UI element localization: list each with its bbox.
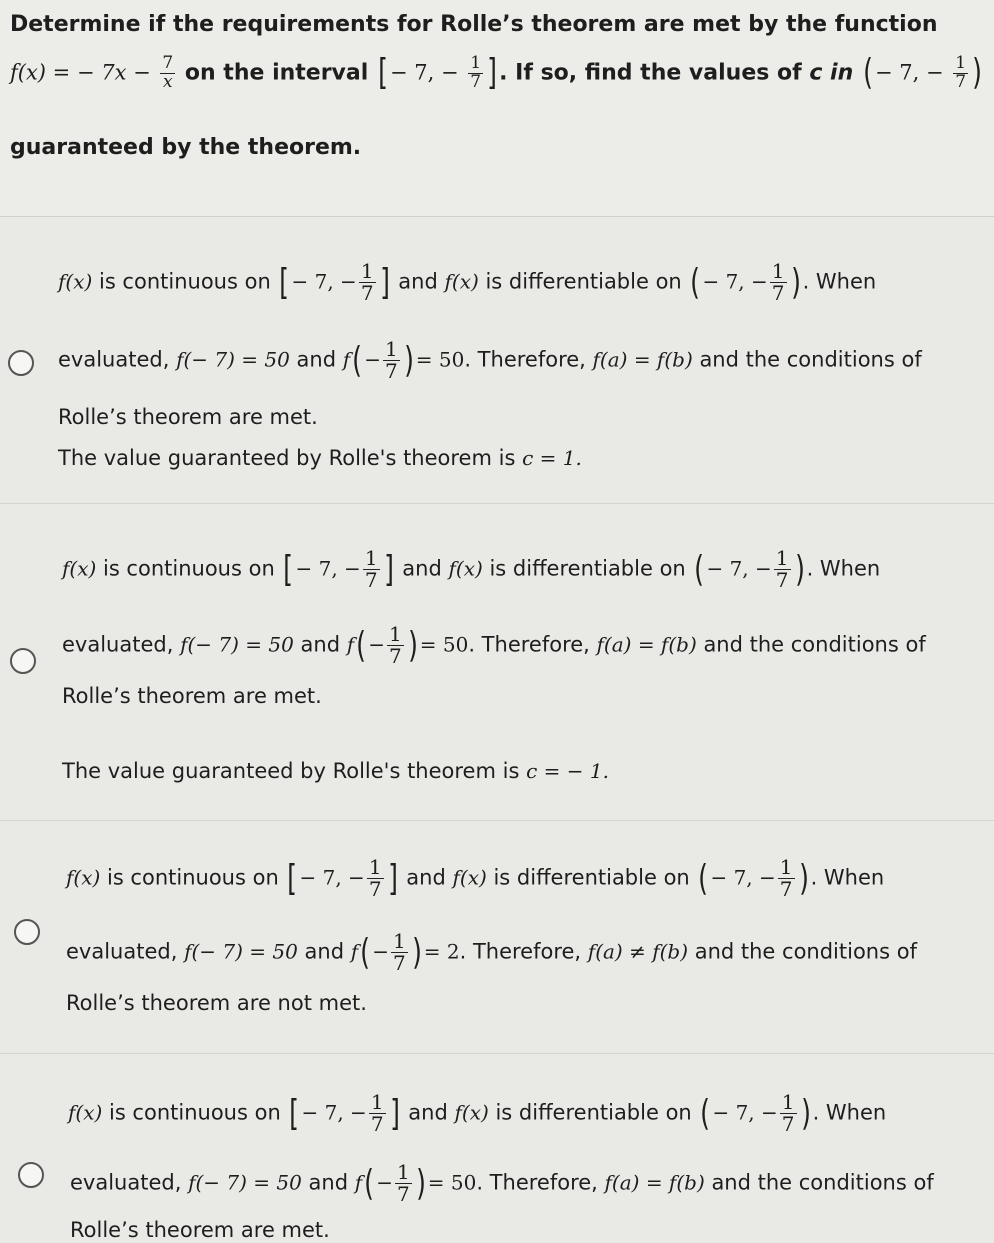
question-prompt [0, 0, 994, 217]
question-line-3: guaranteed by the theorem. [10, 135, 362, 160]
function-fraction: $\frac{7}{x}$ [162, 53, 174, 92]
option-d[interactable]: f(x) is continuous on [ − 7, − $\frac{1}{7}$ ] and f(x) is differentiable on ( − 7, − $\frac{1}{7}$ ) . When evaluated, f(− 7) = 50 and f( − $\frac{1}{7}$ ) = 50. Therefore, f(a) = f(b) and the conditions of Rolle’s theorem are met. [0, 1054, 994, 1243]
question-line-2: f(x) = − 7x − $\frac{7}{x}$ on the interval [ − 7, − $\frac{1}{7}$ ]. If so, find the values of c in ( − 7, − $\frac{1}{7}$ ) [10, 52, 983, 94]
function-definition: f(x) = − 7x − [10, 60, 151, 85]
c-in-text: c in [809, 60, 854, 86]
option-a-radio[interactable] [8, 350, 34, 376]
option-d-radio[interactable] [18, 1162, 44, 1188]
option-a[interactable]: f(x) is continuous on [ − 7, − $\frac{1}{7}$ ] and f(x) is differentiable on ( − 7, − $\frac{1}{7}$ ) . When evaluated, f(− 7) = 50 and f( − $\frac{1}{7}$ ) = 50. Therefore, f(a) = f(b) and the conditions of Rolle’s theorem are met. The value guaranteed by Rolle's theorem is c = 1. [0, 217, 994, 504]
option-b[interactable]: f(x) is continuous on [ − 7, − $\frac{1}{7}$ ] and f(x) is differentiable on ( − 7, − $\frac{1}{7}$ ) . When evaluated, f(− 7) = 50 and f( − $\frac{1}{7}$ ) = 50. Therefore, f(a) = f(b) and the conditions of Rolle’s theorem are met. The value guaranteed by Rolle's theorem is c = − 1. [0, 504, 994, 821]
question-line-1: Determine if the requirements for Rolle’s theorem are met by the function [10, 12, 938, 37]
interval-start: − 7, − [390, 60, 459, 85]
if-so-text: . If so, find the values of [499, 60, 802, 86]
on-interval-text: on the interval [184, 60, 369, 86]
option-c[interactable]: f(x) is continuous on [ − 7, − $\frac{1}{7}$ ] and f(x) is differentiable on ( − 7, − $\frac{1}{7}$ ) . When evaluated, f(− 7) = 50 and f( − $\frac{1}{7}$ ) = 2. Therefore, f(a) ≠ f(b) and the conditions of Rolle’s theorem are not met. [0, 821, 994, 1054]
option-c-radio[interactable] [14, 919, 40, 945]
option-b-radio[interactable] [10, 648, 36, 674]
